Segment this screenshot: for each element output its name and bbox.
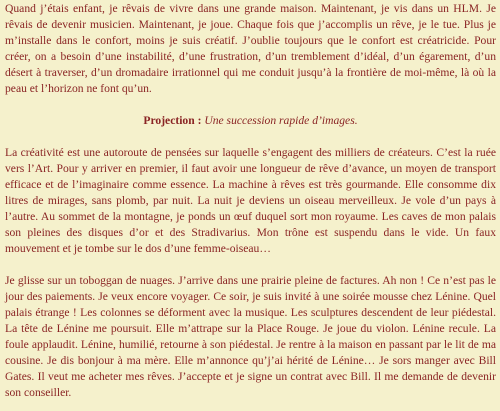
paragraph-creativity: La créativité est une autoroute de pensées sur laquelle s’engagent des milliers de créateurs. C’est la ruée vers l’Art. Pour y arriver en premier, il faut avoir une longueur de rêve d’avance, un moyen de transport efficace et de l’imaginaire comme essence. La machine à rêves est très gourmande. Elle consomme dix litres de mirages, sans plomb, par nuit. La nuit je deviens un oiseau merveilleux. Je vole d’un pays à l’autre. Au sommet de la montagne, je ponds un œuf duquel sort mon royaume. Les caves de mon palais son pleines des disques d’or et des Stradivarius. Mon trône est suspendu dans le vide. Un faux mouvement et je tombe sur le dos d’une femme-oiseau…: [5, 146, 496, 255]
heading-label: Projection :: [143, 114, 202, 127]
paragraph-intro: Quand j’étais enfant, je rêvais de vivre dans une grande maison. Maintenant, je vis dans un HLM. Je rêvais de devenir musicien. Maintenant, je joue. Chaque fois que j’accomplis un rêve, je le tue. Plus je m’installe dans le confort, moins je suis créatif. J’oublie toujours que le confort est créatricide. Pour créer, on a besoin d’une instabilité, d’une frustration, d’un tremblement d’idéal, d’un égarement, d’un désert à traverser, d’un dromadaire irrationnel qui me conduit jusqu’à la frontière de moi-même, là où la peau et l’horizon ne font qu’un.: [5, 2, 496, 95]
section-heading: [5, 113, 496, 129]
blank-line: [5, 257, 496, 273]
blank-line: [5, 129, 496, 145]
blank-line: [5, 97, 496, 113]
paragraph-dream: Je glisse sur un toboggan de nuages. J’arrive dans une prairie pleine de factures. Ah non ! Ce n’est pas le jour des paiements. Je veux encore voyager. Ce soir, je suis invité à une soirée mousse chez Lénine. Quel palais étrange ! Les colonnes se déforment avec la musique. Les sculptures descendent de leur piédestal. La tête de Lénine me poursuit. Elle m’attrape sur la Place Rouge. Je joue du violon. Lénine recule. La foule applaudit. Lénine, humilié, retourne à son piédestal. Je rentre à la maison en passant par le lit de ma cousine. Je dis bonjour à ma mère. Elle m’annonce qu’j’ai hérité de Lénine… Je sors manger avec Bill Gates. Il veut me acheter mes rêves. J’accepte et je signe un contrat avec Bill. Il me demande de devenir son conseiller.: [5, 274, 496, 399]
heading-subtitle: Une succession rapide d’images.: [204, 114, 358, 127]
